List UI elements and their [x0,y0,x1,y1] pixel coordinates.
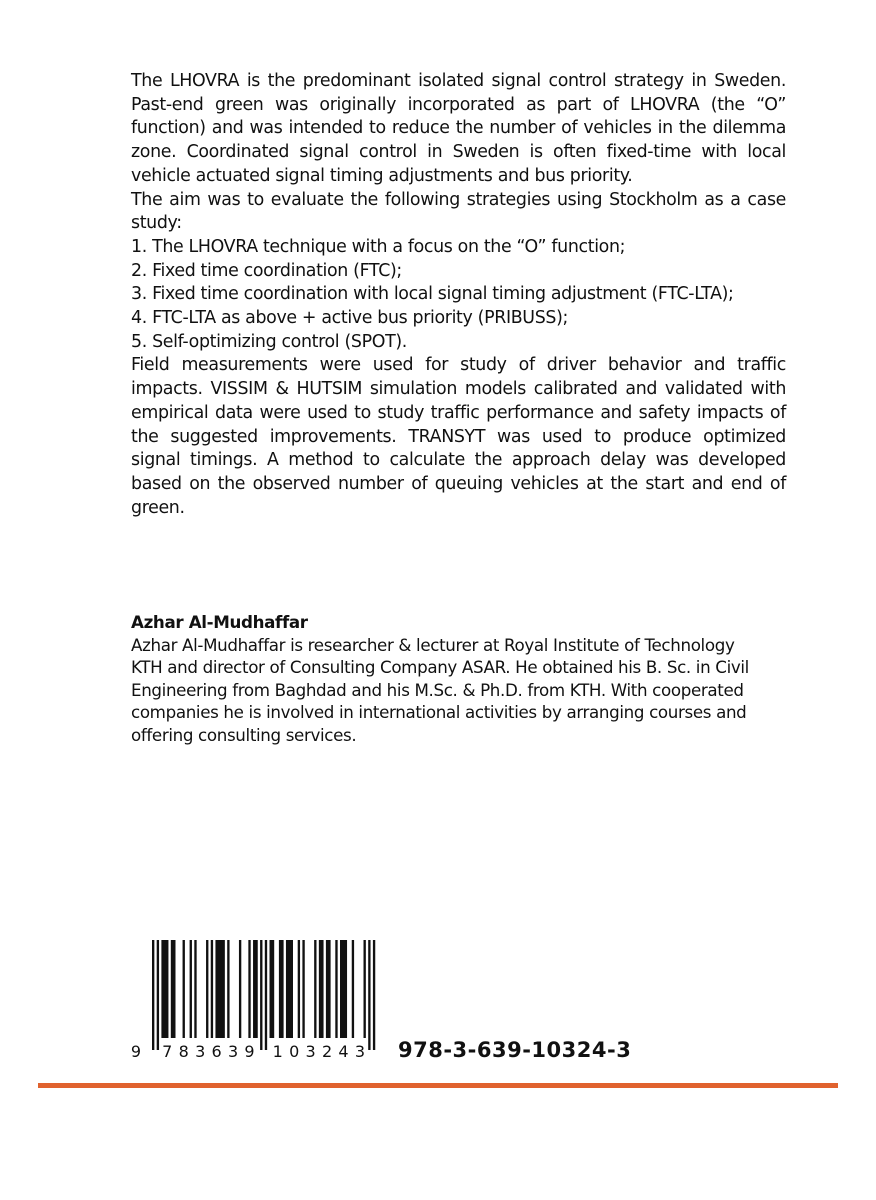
barcode-digit: 3 [227,1042,239,1061]
barcode-digit: 3 [195,1042,206,1061]
strategy-list [131,236,786,355]
barcode-digit: 6 [211,1042,222,1061]
barcode-bar [227,940,229,1038]
barcode-bar [183,940,185,1038]
barcode-bar [194,940,196,1038]
strategy-item-1: 1. The LHOVRA technique with a focus on the “O” function; [131,236,626,257]
barcode-guard-bar [152,940,154,1050]
barcode-guard-bar [157,940,159,1050]
author-bio [131,634,771,747]
barcode-bar [211,940,213,1038]
barcode-block [128,938,632,1068]
barcode-digit: 3 [354,1042,366,1061]
author-bio-line: KTH and director of Consulting Company ASAR. He obtained his B. Sc. in Civil [131,657,749,678]
barcode-bar [335,940,337,1038]
author-section [131,611,771,747]
abstract-section [131,70,786,520]
author-bio-line: companies he is involved in international activities by arranging courses and [131,702,747,723]
abstract-paragraph-2: The aim was to evaluate the following strategies using Stockholm as a case study: [131,189,786,234]
barcode-digit: 3 [305,1042,316,1061]
abstract-paragraph-1: The LHOVRA is the predominant isolated signal control strategy in Sweden. Past-end green was originally incorporated as part of LHOVRA (the “O” function) and was intended to reduce the number of vehicles in the dilemma zone. Coordinated signal control in Sweden is often fixed-time with local vehicle actuated signal timing adjustments and bus priority. [131,71,786,186]
barcode-bar [279,940,284,1038]
barcode-digit: 4 [338,1042,349,1061]
barcode-bar [253,940,258,1038]
barcode-bar [161,940,168,1038]
barcode-bar [248,940,250,1038]
isbn-number: 978-3-639-10324-3 [398,1038,632,1062]
barcode-bar [340,940,347,1038]
barcode-digit: 7 [162,1042,173,1061]
barcode-digit: 0 [289,1042,300,1061]
author-bio-line: Engineering from Baghdad and his M.Sc. & Ph.D. from KTH. With cooperated [131,679,744,700]
barcode-bar [302,940,304,1038]
barcode-digit: 9 [244,1042,255,1061]
barcode-bar [319,940,324,1038]
strategy-item-3: 3. Fixed time coordination with local signal timing adjustment (FTC-LTA); [131,284,734,305]
barcode-digit: 1 [272,1042,283,1061]
barcode-bar [206,940,208,1038]
barcode-guard-bar [260,940,262,1050]
barcode-digit: 2 [321,1042,333,1061]
barcode-digit: 8 [178,1042,189,1061]
barcode-bar [171,940,176,1038]
barcode-bar [239,940,241,1038]
barcode-bar [326,940,331,1038]
barcode-guard-bar [373,940,375,1050]
abstract-paragraph-3: Field measurements were used for study of driver behavior and traffic impacts. VISSIM & HUTSIM simulation models calibrated and validated with empirical data were used to study traffic performance and safety impacts of the suggested improvements. TRANSYT was used to produce optimized signal timings. A method to calculate the approach delay was developed based on the observed number of queuing vehicles at the start and end of green. [131,355,786,518]
barcode-bar [314,940,316,1038]
barcode-digit: 9 [130,1042,142,1061]
barcode-bar [352,940,354,1038]
footer-rule [38,1083,838,1088]
barcode-guard-bar [265,940,267,1050]
barcode-bar [215,940,224,1038]
strategy-item-5: 5. Self-optimizing control (SPOT). [131,331,407,352]
author-name: Azhar Al-Mudhaffar [131,612,308,632]
author-bio-line: offering consulting services. [131,724,357,745]
barcode-bar [298,940,300,1038]
barcode-bar [270,940,275,1038]
barcode-guard-bar [368,940,370,1050]
strategy-item-4: 4. FTC-LTA as above + active bus priority (PRIBUSS); [131,308,569,329]
barcode-bar [286,940,293,1038]
barcode-bar [190,940,192,1038]
barcode-bar [364,940,366,1038]
barcode-image [128,938,378,1068]
author-bio-line: Azhar Al-Mudhaffar is researcher & lecturer at Royal Institute of Technology [131,634,735,655]
strategy-item-2: 2. Fixed time coordination (FTC); [131,260,402,281]
